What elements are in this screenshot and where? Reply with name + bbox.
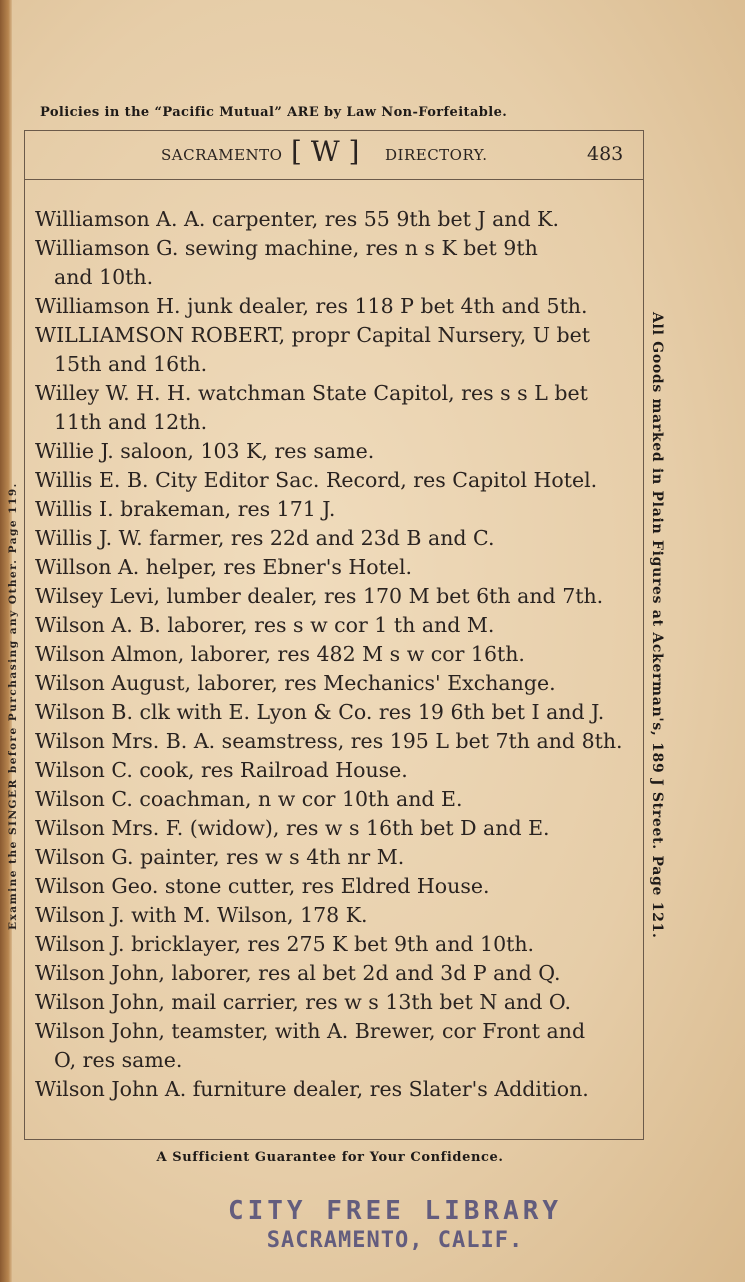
- entry-continuation: and 10th.: [54, 265, 154, 289]
- directory-entries: [35, 205, 635, 1104]
- directory-entry: [35, 843, 635, 872]
- directory-entry: [35, 1017, 635, 1075]
- directory-entry: [35, 205, 635, 234]
- directory-entry: [35, 756, 635, 785]
- directory-entry: [35, 524, 635, 553]
- top-advertisement: Policies in the “Pacific Mutual” ARE by Law Non-Forfeitable.: [40, 105, 508, 120]
- stamp-line-2: SACRAMENTO, CALIF.: [266, 1228, 524, 1253]
- entry-text: Wilson J. with M. Wilson, 178 K.: [35, 903, 368, 927]
- directory-entry: [35, 785, 635, 814]
- entry-text: Williamson A. A. carpenter, res 55 9th bet J and K.: [35, 207, 559, 231]
- entry-text: Wilson John, laborer, res al bet 2d and 3d P and Q.: [35, 961, 561, 985]
- entry-text: Willey W. H. H. watchman State Capitol, res s s L bet: [35, 381, 588, 405]
- directory-entry: [35, 640, 635, 669]
- directory-entry: [35, 466, 635, 495]
- entry-text: Wilson C. coachman, n w cor 10th and E.: [35, 787, 463, 811]
- entry-text: Wilson A. B. laborer, res s w cor 1 th and M.: [35, 613, 495, 637]
- stamp-line-1: CITY FREE LIBRARY: [227, 1196, 563, 1226]
- directory-entry: [35, 611, 635, 640]
- left-margin-advertisement: Examine the SINGER before Purchasing any Other. Page 119.: [7, 482, 19, 930]
- directory-entry: [35, 379, 635, 437]
- directory-entry: [35, 959, 635, 988]
- entry-text: Wilson B. clk with E. Lyon & Co. res 19 6th bet I and J.: [35, 700, 605, 724]
- entry-text: Williamson G. sewing machine, res n s K bet 9th: [35, 236, 538, 260]
- entry-text: Wilson G. painter, res w s 4th nr M.: [35, 845, 405, 869]
- entry-text: Wilson Almon, laborer, res 482 M s w cor 16th.: [35, 642, 525, 666]
- entry-text: Wilson J. bricklayer, res 275 K bet 9th and 10th.: [35, 932, 535, 956]
- directory-entry: [35, 582, 635, 611]
- page-number: 483: [587, 143, 624, 165]
- entry-continuation: O, res same.: [54, 1048, 183, 1072]
- directory-entry: [35, 321, 635, 379]
- entry-text: Wilson John A. furniture dealer, res Slater's Addition.: [35, 1077, 589, 1101]
- header-directory: DIRECTORY.: [385, 146, 488, 164]
- entry-continuation: 11th and 12th.: [54, 410, 208, 434]
- right-margin-advertisement: All Goods marked in Plain Figures at Ackerman's, 189 J Street. Page 121.: [649, 312, 665, 939]
- entry-text: Wilsey Levi, lumber dealer, res 170 M bet 6th and 7th.: [35, 584, 604, 608]
- entry-text: Wilson John, teamster, with A. Brewer, cor Front and: [35, 1019, 586, 1043]
- entry-text: Willis J. W. farmer, res 22d and 23d B and C.: [35, 526, 495, 550]
- entry-text: Wilson Mrs. F. (widow), res w s 16th bet D and E.: [35, 816, 550, 840]
- directory-entry: [35, 1075, 635, 1104]
- directory-entry: [35, 814, 635, 843]
- entry-text: WILLIAMSON ROBERT, propr Capital Nursery, U bet: [35, 323, 591, 347]
- entry-text: Wilson Geo. stone cutter, res Eldred House.: [35, 874, 490, 898]
- entry-text: Willis I. brakeman, res 171 J.: [35, 497, 336, 521]
- directory-entry: [35, 437, 635, 466]
- entry-text: Williamson H. junk dealer, res 118 P bet 4th and 5th.: [35, 294, 588, 318]
- header-letter: [ W ]: [291, 135, 360, 168]
- bottom-advertisement: A Sufficient Guarantee for Your Confidence.: [156, 1150, 504, 1165]
- directory-entry: [35, 669, 635, 698]
- library-stamp: [0, 1196, 745, 1253]
- directory-entry: [35, 901, 635, 930]
- directory-entry: [35, 988, 635, 1017]
- entry-text: Willson A. helper, res Ebner's Hotel.: [35, 555, 413, 579]
- directory-entry: [35, 495, 635, 524]
- entry-text: Wilson August, laborer, res Mechanics' Exchange.: [35, 671, 556, 695]
- running-header: [25, 131, 643, 180]
- directory-entry: [35, 872, 635, 901]
- entry-text: Wilson Mrs. B. A. seamstress, res 195 L bet 7th and 8th.: [35, 729, 623, 753]
- directory-entry: [35, 698, 635, 727]
- directory-entry: [35, 292, 635, 321]
- directory-entry: [35, 930, 635, 959]
- entry-text: Wilson C. cook, res Railroad House.: [35, 758, 408, 782]
- header-city: SACRAMENTO: [161, 146, 283, 164]
- entry-text: Willie J. saloon, 103 K, res same.: [35, 439, 375, 463]
- directory-entry: [35, 234, 635, 292]
- page-frame: [24, 130, 644, 1140]
- directory-entry: [35, 727, 635, 756]
- entry-text: Wilson John, mail carrier, res w s 13th bet N and O.: [35, 990, 572, 1014]
- entry-continuation: 15th and 16th.: [54, 352, 208, 376]
- directory-entry: [35, 553, 635, 582]
- entry-text: Willis E. B. City Editor Sac. Record, res Capitol Hotel.: [35, 468, 598, 492]
